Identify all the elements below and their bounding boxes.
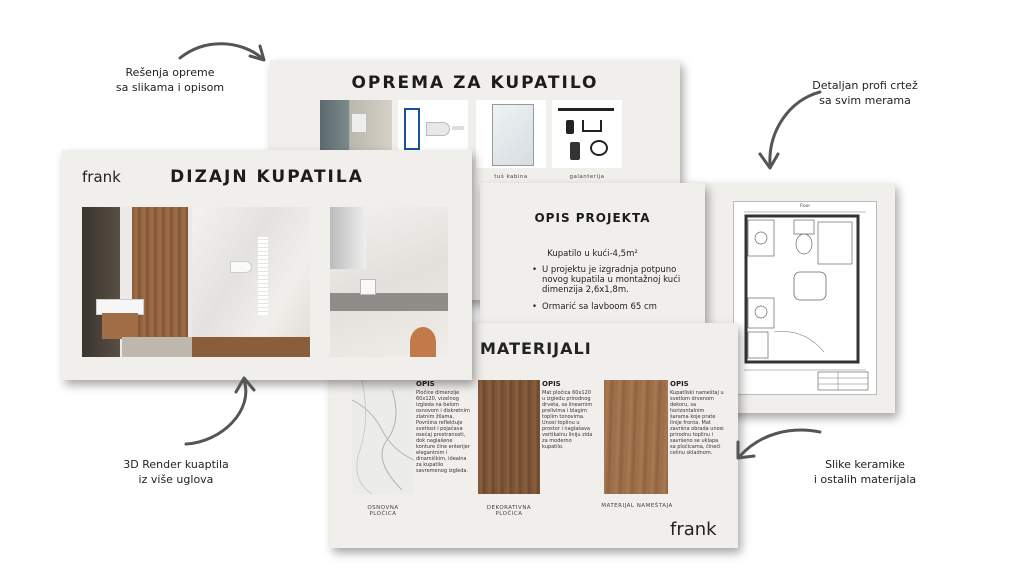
arrow-bottom-left: [186, 380, 246, 444]
material-1-label: OSNOVNA PLOČICA: [367, 505, 399, 517]
product-image-accessories: [552, 100, 622, 168]
callout-bottom-left: 3D Render kuaptila iz više uglova: [123, 458, 229, 486]
callout-bottom-right: Slike keramike i ostalih materijala: [813, 458, 917, 486]
material-2-heading: OPIS: [542, 380, 561, 388]
slide-opis-title: OPIS PROJEKTA: [534, 211, 651, 225]
product-image-toilet: [398, 100, 468, 152]
render-image-detail: [330, 207, 448, 357]
material-3-heading: OPIS: [670, 380, 689, 388]
material-image-furniture-wood: [604, 380, 668, 494]
label-accessories: galanterija: [569, 174, 605, 180]
material-1-heading: OPIS: [416, 380, 435, 388]
slide-materijali-title: MATERIJALI: [480, 339, 592, 358]
slide-materijali-logo: frank: [670, 519, 717, 540]
floor-plan-title: Floor: [800, 203, 810, 208]
material-2-label: DEKORATIVNA PLOČICA: [486, 505, 532, 517]
render-image-main: [82, 207, 310, 357]
material-3-text: Kupatilski nameštaj u svetlom drvenom dekoru, sa horizontalnim šarama koje prate linije fronta. Mat završna obrada unosi prirodnu toplinu i savršeno se uklapa sa pločicama, čineći celinu skladnom.: [670, 390, 724, 456]
arrow-top-left: [180, 44, 262, 58]
floor-plan: [733, 201, 877, 395]
label-shower: tuš kabina: [494, 174, 528, 180]
material-image-marble: [352, 380, 414, 494]
bullet-item: • U projektu je izgradnja potpuno novog kupatila u montažnoj kući dimenzija 2,6x1,8m.: [532, 265, 681, 295]
bullet-item: • Ormarić sa lavboom 65 cm: [532, 302, 657, 312]
material-1-text: Pločice dimenzije 60x120, vizelnog izgleda na belom osnovom i diskretnim zlatnim žilama, Površina reflektuje svetlost i pojačava osećaj prostranosti, dok naglašene konture čine enterijer elegantnim i dinamičkim, idealna za kupatilo savremenog izgleda.: [416, 390, 470, 474]
floor-plan-drawing: [734, 202, 876, 394]
material-image-wood-tile: [478, 380, 540, 494]
callout-top-left: Rešenja opreme sa slikama i opisom: [115, 66, 225, 94]
material-2-text: Mat pločica 60x120 u izgledu prirodnog drveta, sa linearnim prelivima i blagim toplim tonovima. Unosi toplinu u prostor i naglašava vertikalnu liniju zida za moderno kupatilo.: [542, 390, 593, 450]
slide-oprema-title: OPREMA ZA KUPATILO: [351, 73, 599, 93]
slide-opis-subtitle: Kupatilo u kući-4,5m²: [547, 249, 638, 259]
slide-opis: [480, 183, 705, 323]
material-3-label: MATERIJAL NAMEŠTAJA: [601, 503, 673, 509]
slide-dizajn: [62, 150, 472, 380]
product-image-wc-render: [320, 100, 392, 152]
product-image-shower: [476, 100, 546, 168]
slide-dizajn-title: DIZAJN KUPATILA: [170, 167, 364, 187]
callout-top-right: Detaljan profi crtež sa svim merama: [812, 79, 918, 107]
bullet-list: [532, 265, 697, 312]
slide-dizajn-logo: frank: [82, 168, 121, 186]
arrow-bottom-right: [740, 430, 820, 456]
